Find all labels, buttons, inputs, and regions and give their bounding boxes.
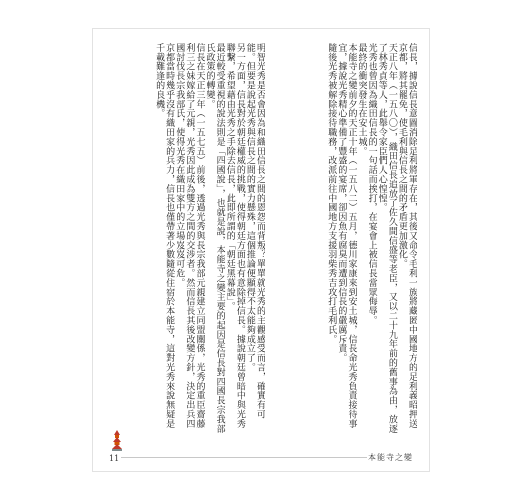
- paragraph: 最終的衝突發生在安土城。: [356, 43, 367, 156]
- paragraph: 光秀也曾因為織田信長的一句話而挨打，在宴會上被信長當眾侮辱。: [366, 43, 377, 325]
- paragraph: 信長在天正三年（一五七五）前後，透過光秀與長宗我部元親建立同盟關係，光秀的重臣齋藤利三之妹嫁給了元親，光秀因此成為雙方之間的交涉者。然而信長其後改變方針，決定出兵四國討伐長宗我部氏，使得光秀在織田家中的立場岌岌可危。: [174, 43, 205, 429]
- paragraph: 天正八年（一五八〇），織田信長追放了佐久間信盛等老臣，又以二十九年前的舊事為由，放逐了林秀貞等人，此舉令家臣們人心惶惶。: [376, 43, 397, 434]
- paragraph: 最近較受重視的說法則是「四國說」，也就是說，本能寺之變主要的起因是信長對四國長宗我部氏政策的轉變。: [204, 43, 225, 434]
- paragraph: 另一方面，信長對於朝廷權威的挑戰，使得朝廷方面也有意除掉信長。據說朝廷曾暗中與光秀聯繫，希望藉由光秀之手除去信長，此即所謂的「朝廷黑幕說」。: [224, 43, 245, 429]
- pagoda-icon: [111, 429, 123, 451]
- paragraph: 隨後光秀被解除接待職務，改派前往中國地方支援羽柴秀吉攻打毛利氏。: [326, 43, 337, 344]
- paragraph: 京都當時幾乎沒有織田家的兵力，信長也僅帶著少數隨從住宿於本能寺，這對光秀來說無疑是千載難逢的良機。: [154, 43, 175, 429]
- paragraph: 信長，據說信長意圖消除足利將軍存在，其後又命令毛利一族將藏匿中國地方的足利義昭押送京都，將其罷免，使毛利與信長之間的矛盾更加激化。: [396, 43, 417, 429]
- page-number: 11: [109, 454, 120, 463]
- right-text-block: [277, 43, 417, 436]
- book-title: 本能寺之變: [368, 453, 413, 462]
- left-text-block: [113, 43, 265, 436]
- paragraph: 明智光秀是否會因為和織田信長之間的恩怨而背叛？單單就光秀的主觀感受而言，確實有可能。但要是說起光秀與信長之間的實力懸殊，這個推論便顯得不太能夠成立了。: [244, 43, 265, 419]
- book-page: [92, 28, 430, 472]
- paragraph: 本能寺之變前夕的天正十年（一五八二）五月，德川家康來到安土城，信長命光秀負責接待事宜，據說光秀精心準備了豐盛的宴席，卻因魚有腐臭而遭到信長的嚴厲斥責。: [336, 43, 357, 429]
- footer-rule: [121, 457, 367, 458]
